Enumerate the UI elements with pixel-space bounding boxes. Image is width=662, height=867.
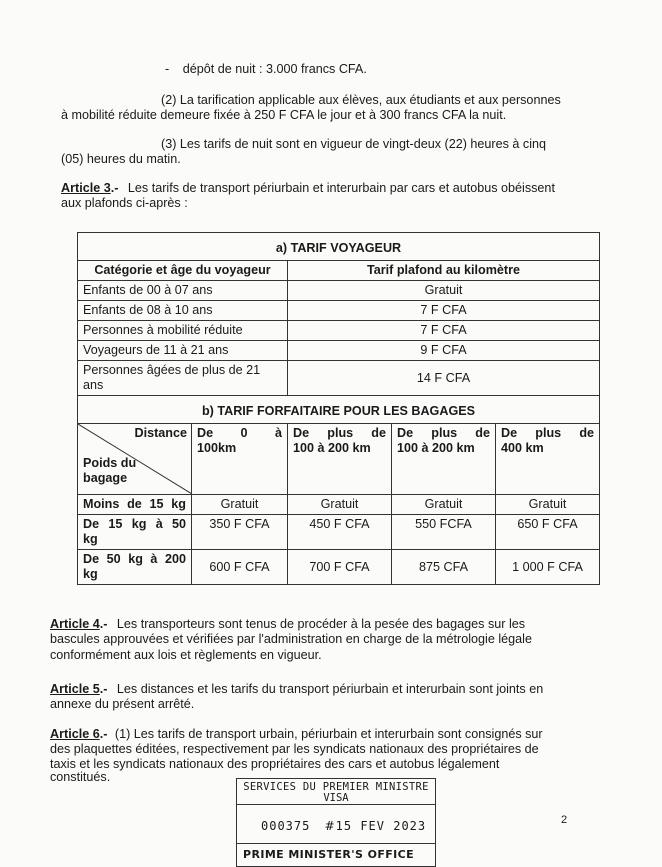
baggage-price: Gratuit	[496, 495, 600, 515]
passenger-tarif: 9 F CFA	[288, 341, 600, 361]
passenger-tarif: Gratuit	[288, 281, 600, 301]
section-b-title: b) TARIF FORFAITAIRE POUR LES BAGAGES	[78, 396, 600, 424]
baggage-row	[78, 550, 600, 585]
passenger-category: Enfants de 00 à 07 ans	[78, 281, 288, 301]
distance-header-4-line-1: De plus de	[501, 426, 595, 440]
baggage-price: 1 000 F CFA	[496, 550, 600, 585]
article-3-line-2: aux plafonds ci-après :	[61, 196, 188, 210]
passenger-row	[78, 281, 600, 301]
baggage-price: 700 F CFA	[288, 550, 392, 585]
article-4-line-1	[50, 617, 525, 632]
article-3-label: Article 3	[61, 181, 111, 195]
article-6-label: Article 6	[50, 727, 100, 741]
passenger-row	[78, 361, 600, 396]
stamp-mark: #	[324, 819, 336, 833]
passenger-tarif: 7 F CFA	[288, 321, 600, 341]
passenger-row	[78, 321, 600, 341]
baggage-weight-line-1: Moins de 15 kg	[83, 497, 186, 511]
passenger-category: Personnes à mobilité réduite	[78, 321, 288, 341]
baggage-price: 600 F CFA	[192, 550, 288, 585]
passenger-tarif: 14 F CFA	[288, 361, 600, 396]
article-6-text-1: (1) Les tarifs de transport urbain, périurbain et interurbain sont consignés sur	[114, 727, 543, 741]
distance-header-3	[392, 424, 496, 495]
paragraph-2-line-1: (2) La tarification applicable aux élèves, aux étudiants et aux personnes	[161, 93, 561, 107]
article-4-text-1: Les transporteurs sont tenus de procéder à la pesée des bagages sur les	[116, 617, 526, 631]
distance-header-4	[496, 424, 600, 495]
baggage-row	[78, 515, 600, 550]
paragraph-3-line-2: (05) heures du matin.	[61, 152, 181, 166]
article-4-separator: .-	[99, 617, 108, 631]
bullet-dash: -	[165, 62, 170, 76]
baggage-weight-line-2: kg	[83, 532, 98, 546]
col-header-tarif: Tarif plafond au kilomètre	[288, 261, 600, 281]
distance-header-4-line-2: 400 km	[501, 441, 544, 455]
stamp-number: 000375	[261, 819, 311, 833]
baggage-price: Gratuit	[288, 495, 392, 515]
article-4-label: Article 4	[50, 617, 100, 631]
baggage-row	[78, 495, 600, 515]
article-5-line-2: annexe du présent arrêté.	[50, 697, 195, 711]
distance-header-3-line-2: 100 à 200 km	[397, 441, 475, 455]
baggage-weight	[78, 495, 192, 515]
article-3-separator: .-	[110, 181, 119, 195]
passenger-category: Enfants de 08 à 10 ans	[78, 301, 288, 321]
article-5-text-1: Les distances et les tarifs du transport périurbain et interurbain sont joints en	[116, 682, 544, 696]
article-6-line-2: des plaquettes éditées, respectivement par les syndicats nationaux des propriétaires de	[50, 742, 539, 756]
baggage-weight	[78, 515, 192, 550]
baggage-weight-line-1: De 15 kg à 50	[83, 517, 186, 531]
bullet-text: dépôt de nuit : 3.000 francs CFA.	[182, 62, 367, 76]
baggage-weight-line-1: De 50 kg à 200	[83, 552, 186, 566]
baggage-weight	[78, 550, 192, 585]
distance-header-3-line-1: De plus de	[397, 426, 490, 440]
baggage-weight-line-2: kg	[83, 567, 98, 581]
col-header-category: Catégorie et âge du voyageur	[78, 261, 288, 281]
diagonal-header-cell	[78, 424, 192, 495]
article-6-line-1	[50, 727, 543, 742]
stamp-services-line: SERVICES DU PREMIER MINISTRE	[243, 781, 429, 793]
distance-header-2-line-2: 100 à 200 km	[293, 441, 371, 455]
section-a-title: a) TARIF VOYAGEUR	[78, 233, 600, 261]
distance-header-1-line-1: De 0 à	[197, 426, 282, 440]
passenger-category: Voyageurs de 11 à 21 ans	[78, 341, 288, 361]
article-5-separator: .-	[99, 682, 108, 696]
distance-header-1	[192, 424, 288, 495]
baggage-price: 650 F CFA	[496, 515, 600, 550]
article-6-line-4: constitués.	[50, 770, 111, 784]
distance-header-2-line-1: De plus de	[293, 426, 386, 440]
page-number: 2	[561, 814, 568, 826]
article-3-text-1: Les tarifs de transport périurbain et interurbain par cars et autobus obéissent	[127, 181, 555, 195]
paragraph-2-line-2: à mobilité réduite demeure fixée à 250 F CFA le jour et à 300 francs CFA la nuit.	[61, 108, 507, 122]
visa-stamp	[236, 778, 436, 867]
distance-header-1-line-2: 100km	[197, 441, 237, 455]
baggage-price: 875 CFA	[392, 550, 496, 585]
paragraph-3-line-1: (3) Les tarifs de nuit sont en vigueur de vingt-deux (22) heures à cinq	[161, 137, 547, 151]
stamp-office-line: PRIME MINISTER'S OFFICE	[237, 843, 435, 866]
passenger-row	[78, 301, 600, 321]
passenger-category: Personnes âgées de plus de 21 ans	[78, 361, 288, 396]
passenger-tarif: 7 F CFA	[288, 301, 600, 321]
tariff-table	[77, 232, 600, 585]
stamp-number-line	[237, 804, 435, 843]
baggage-price: 450 F CFA	[288, 515, 392, 550]
diag-distance-label: Distance	[134, 426, 187, 440]
baggage-price: Gratuit	[192, 495, 288, 515]
baggage-price: 350 F CFA	[192, 515, 288, 550]
distance-header-2	[288, 424, 392, 495]
bullet-line	[165, 62, 367, 77]
stamp-date: 15 FEV 2023	[335, 819, 427, 833]
article-6-separator: .-	[99, 727, 108, 741]
article-6-line-3: taxis et les syndicats nationaux des propriétaires des cars et autobus légalement	[50, 757, 500, 771]
article-3-line-1	[61, 181, 555, 196]
passenger-row	[78, 341, 600, 361]
diag-weight-label-1: Poids du	[83, 456, 137, 470]
article-4-line-2: bascules approuvées et vérifiées par l'administration en charge de la métrologie légale	[50, 632, 532, 646]
stamp-visa-line: VISA	[323, 792, 349, 804]
diag-weight-label-2: bagage	[83, 471, 128, 485]
baggage-price: 550 FCFA	[392, 515, 496, 550]
article-4-line-3: conformément aux lois et règlements en vigueur.	[50, 648, 322, 662]
article-5-label: Article 5	[50, 682, 100, 696]
baggage-price: Gratuit	[392, 495, 496, 515]
article-5-line-1	[50, 682, 543, 697]
